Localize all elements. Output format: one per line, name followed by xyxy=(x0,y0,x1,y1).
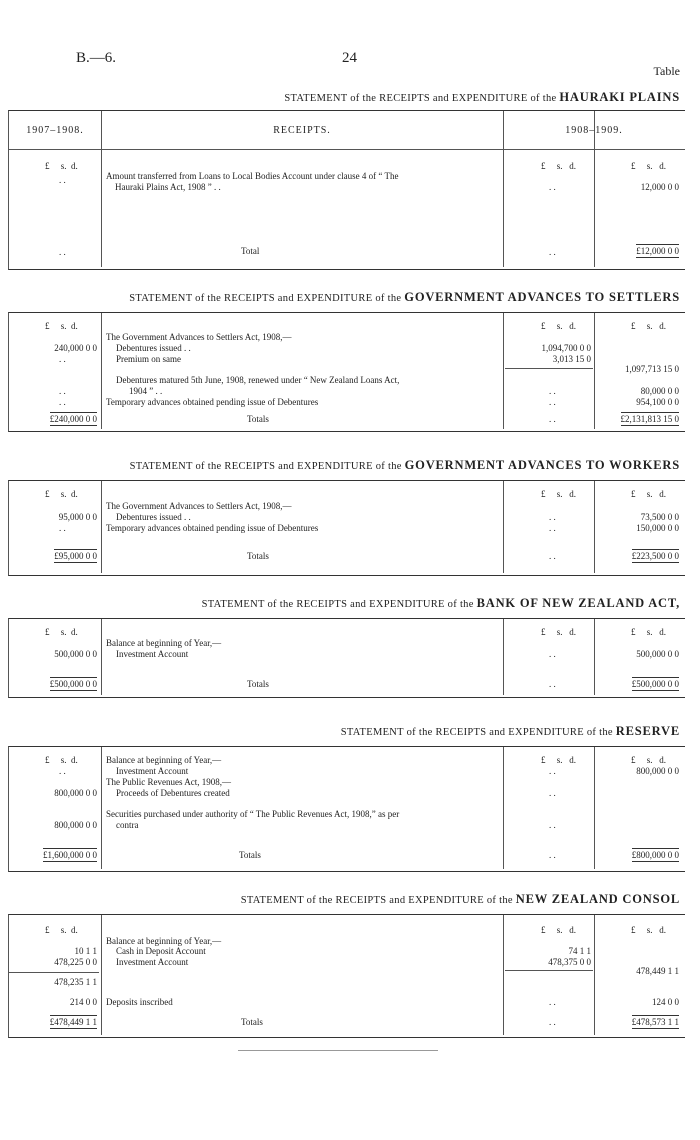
cash-amount: 74 1 1 xyxy=(568,946,591,956)
title-prefix: STATEMENT of the RECEIPTS and EXPENDITURE of the xyxy=(240,895,513,906)
page-reference: B.—6. xyxy=(76,50,117,66)
proceeds-prev: 800,000 0 0 xyxy=(54,788,97,798)
consol-subtotal: 478,449 1 1 xyxy=(636,966,679,976)
temporary-label: Temporary advances obtained pending issue of Debentures xyxy=(106,523,319,533)
debentures-label: Debentures issued . . xyxy=(116,512,191,522)
title-bold: GOVERNMENT ADVANCES TO WORKERS xyxy=(404,458,680,472)
hauraki-title xyxy=(284,90,680,105)
receipt-item-cont: Hauraki Plains Act, 1908 ” . . xyxy=(115,182,221,192)
total-label: Totals xyxy=(247,414,269,424)
consol-table: £ s. d. £ s. d. £ s. d. Balance at beginning of Year,— 10 1 1 Cash in Deposit Account 74 1 1 478,225 0 0 Investment Account 478,375 0 0 478,449 1 1 478,235 1 1 214 0 0 Deposits inscribed . . 124 0 0 £478,449 1 1 Totals . . £478,573 1 1 xyxy=(8,914,685,1038)
securities-label-cont: contra xyxy=(116,820,139,830)
title-prefix: STATEMENT of the RECEIPTS and EXPENDITURE of the xyxy=(284,93,557,104)
total-amount: £2,131,813 15 0 xyxy=(620,414,679,424)
total-label: Totals xyxy=(239,850,261,860)
temporary-amount: 954,100 0 0 xyxy=(636,397,679,407)
settlers-table: £ s. d. £ s. d. £ s. d. The Government Advances to Settlers Act, 1908,— 240,000 0 0 Debentures issued . . 1,094,700 0 0 . . Premium on same 3,013 15 0 1,097,713 15 0 Debentures matured 5th June, 1908, renewed under “ New Zealand Loans Act, . . 1904 ” . . . . 80,000 0 0 . . Temporary advances obtained pending issue of Debentures . . 954,100 0 0 £240,000 0 0 Totals . . £2,131,813 15 0 xyxy=(8,312,685,432)
investment-amount: 500,000 0 0 xyxy=(636,649,679,659)
bnz-table: £ s. d. £ s. d. £ s. d. Balance at beginning of Year,— 500,000 0 0 Investment Account . . 500,000 0 0 £500,000 0 0 Totals . . £500,000 0 0 xyxy=(8,618,685,698)
debentures-prev: 240,000 0 0 xyxy=(54,343,97,353)
total-prev: £95,000 0 0 xyxy=(54,551,97,561)
receipt-amount: 12,000 0 0 xyxy=(640,182,679,192)
matured-amount: 80,000 0 0 xyxy=(640,386,679,396)
settlers-subtotal: 1,097,713 15 0 xyxy=(625,364,679,374)
title-bold: BANK OF NEW ZEALAND ACT, xyxy=(476,596,680,610)
deposits-label: Deposits inscribed xyxy=(106,997,173,1007)
debentures-amount: 73,500 0 0 xyxy=(640,512,679,522)
total-label: Totals xyxy=(241,1017,263,1027)
matured-label-cont: 1904 ” . . xyxy=(129,386,163,396)
total-amount: £12,000 0 0 xyxy=(636,246,679,256)
title-bold: HAURAKI PLAINS xyxy=(559,90,680,104)
total-prev: £1,600,000 0 0 xyxy=(43,850,97,860)
securities-prev: 800,000 0 0 xyxy=(54,820,97,830)
workers-table: £ s. d. £ s. d. £ s. d. The Government Advances to Settlers Act, 1908,— 95,000 0 0 Debentures issued . . . . 73,500 0 0 . . Temporary advances obtained pending issue of Debentures . . 150,000 0 0 £95,000 0 0 Totals . . £223,500 0 0 xyxy=(8,480,685,576)
header-year-prev: 1907–1908. xyxy=(26,125,84,136)
debentures-prev: 95,000 0 0 xyxy=(58,512,97,522)
total-prev: £240,000 0 0 xyxy=(49,414,97,424)
receipt-item: Amount transferred from Loans to Local Bodies Account under clause 4 of “ The xyxy=(106,171,399,181)
investment-amount: 800,000 0 0 xyxy=(636,766,679,776)
total-amount: £500,000 0 0 xyxy=(631,679,679,689)
debentures-label: Debentures issued . . xyxy=(116,343,191,353)
act-heading: The Public Revenues Act, 1908,— xyxy=(106,777,231,787)
investment-label: Investment Account xyxy=(116,649,189,659)
total-label: Total xyxy=(241,246,260,256)
investment-amount: 478,375 0 0 xyxy=(548,957,591,967)
cash-prev: 10 1 1 xyxy=(74,946,97,956)
settlers-title xyxy=(129,290,680,305)
investment-label: Investment Account xyxy=(116,766,189,776)
matured-label: Debentures matured 5th June, 1908, renewed under “ New Zealand Loans Act, xyxy=(116,375,400,385)
balance-heading: Balance at beginning of Year,— xyxy=(106,638,222,648)
consol-title xyxy=(241,892,680,907)
header-receipts: RECEIPTS. xyxy=(273,125,331,136)
temporary-label: Temporary advances obtained pending issue of Debentures xyxy=(106,397,319,407)
title-prefix: STATEMENT of the RECEIPTS and EXPENDITURE of the xyxy=(129,461,402,472)
hauraki-table: 1907–1908. RECEIPTS. 1908–1909. £ s. d. £ s. d. £ s. d. . . Amount transferred from Loans to Local Bodies Account under clause 4 of “ The Hauraki Plains Act, 1908 ” . . . . 12,000 0 0 . . Total . . £12,000 0 0 xyxy=(8,110,685,270)
header-year-curr: 1908–1909. xyxy=(565,125,623,136)
total-prev: £478,449 1 1 xyxy=(49,1017,97,1027)
premium-amount: 3,013 15 0 xyxy=(552,354,591,364)
premium-label: Premium on same xyxy=(116,354,181,364)
temporary-amount: 150,000 0 0 xyxy=(636,523,679,533)
subtotal-prev: 478,235 1 1 xyxy=(54,977,97,987)
title-bold: RESERVE xyxy=(615,724,680,738)
title-prefix: STATEMENT of the RECEIPTS and EXPENDITURE of the xyxy=(201,599,474,610)
debentures-amount: 1,094,700 0 0 xyxy=(541,343,591,353)
title-bold: NEW ZEALAND CONSOL xyxy=(515,892,680,906)
bnz-title xyxy=(202,596,680,611)
table-continued-label: Table xyxy=(653,64,680,78)
page-end-rule xyxy=(238,1050,438,1051)
total-label: Totals xyxy=(247,679,269,689)
reserve-table: £ s. d. £ s. d. £ s. d. Balance at beginning of Year,— . . Investment Account . . 800,000 0 0 The Public Revenues Act, 1908,— 800,000 0 0 Proceeds of Debentures created . . Securities purchased under authority of “ The Public Revenues Act, 1908,” as per 800,000 0 0 contra . . £1,600,000 0 0 Totals . . £800,000 0 0 xyxy=(8,746,685,872)
title-prefix: STATEMENT of the RECEIPTS and EXPENDITURE of the xyxy=(340,727,613,738)
total-amount: £223,500 0 0 xyxy=(631,551,679,561)
total-label: Totals xyxy=(247,551,269,561)
investment-prev: 500,000 0 0 xyxy=(54,649,97,659)
act-heading: The Government Advances to Settlers Act, 1908,— xyxy=(106,332,292,342)
deposits-amount: 124 0 0 xyxy=(652,997,679,1007)
reserve-title xyxy=(341,724,680,739)
title-bold: GOVERNMENT ADVANCES TO SETTLERS xyxy=(404,290,680,304)
total-amount: £800,000 0 0 xyxy=(631,850,679,860)
proceeds-label: Proceeds of Debentures created xyxy=(116,788,230,798)
total-prev: £500,000 0 0 xyxy=(49,679,97,689)
page-number: 24 xyxy=(342,50,357,66)
securities-label: Securities purchased under authority of “ The Public Revenues Act, 1908,” as per xyxy=(106,809,400,819)
total-amount: £478,573 1 1 xyxy=(631,1017,679,1027)
title-prefix: STATEMENT of the RECEIPTS and EXPENDITURE of the xyxy=(129,293,402,304)
balance-heading: Balance at beginning of Year,— xyxy=(106,936,222,946)
act-heading: The Government Advances to Settlers Act, 1908,— xyxy=(106,501,292,511)
cash-label: Cash in Deposit Account xyxy=(116,946,206,956)
workers-title xyxy=(130,458,680,473)
balance-heading: Balance at beginning of Year,— xyxy=(106,755,222,765)
investment-prev: 478,225 0 0 xyxy=(54,957,97,967)
investment-label: Investment Account xyxy=(116,957,189,967)
deposits-prev: 214 0 0 xyxy=(70,997,97,1007)
